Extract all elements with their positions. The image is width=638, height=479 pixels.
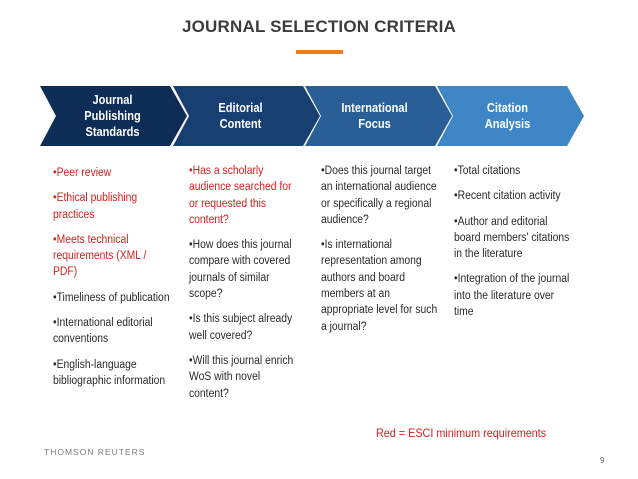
criterion-item: •Will this journal enrich WoS with novel content? — [189, 354, 294, 400]
step-label-international-focus: International Focus — [341, 100, 408, 131]
step-label-editorial-content: Editorial Content — [218, 100, 263, 131]
step-label-journal-publishing-standards: Journal Publishing Standards — [84, 92, 141, 139]
criteria-column-citation-analysis — [454, 163, 571, 329]
criterion-item: •International editorial conventions — [53, 317, 153, 346]
criterion-item: •Is international representation among authors and board members at an appropriate level for such a journal? — [321, 239, 438, 333]
criterion-item: •Is this subject already well covered? — [189, 313, 293, 342]
criterion-item: •Recent citation activity — [454, 190, 561, 203]
criterion-item: •Total citations — [454, 165, 521, 177]
criterion-item: •How does this journal compare with covered journals of similar scope? — [189, 239, 292, 301]
step-label-citation-analysis: Citation Analysis — [484, 100, 531, 131]
criteria-column-international-focus — [321, 163, 438, 344]
legend-note: Red = ESCI minimum requirements — [376, 426, 547, 440]
slide-title: JOURNAL SELECTION CRITERIA — [181, 17, 457, 36]
criteria-column-editorial-content — [189, 163, 302, 411]
criterion-item: •Meets technical requirements (XML / PDF) — [53, 233, 147, 279]
brand-logo-text: THOMSON REUTERS — [44, 447, 146, 457]
criterion-item: •Timeliness of publication — [53, 291, 170, 304]
criterion-item: •Ethical publishing practices — [53, 192, 138, 221]
criterion-item: •English-language bibliographic information — [53, 358, 166, 387]
criterion-item: •Has a scholarly audience searched for or requested this content? — [189, 165, 292, 226]
criterion-item: •Author and editorial board members' citations in the literature — [454, 215, 570, 261]
criterion-item: •Peer review — [53, 167, 112, 179]
criterion-item: •Integration of the journal into the literature over time — [454, 273, 570, 319]
criterion-item: •Does this journal target an international audience or specifically a regional audience? — [321, 165, 437, 226]
criteria-column-publishing-standards — [53, 165, 170, 398]
page-number: 9 — [600, 456, 605, 465]
